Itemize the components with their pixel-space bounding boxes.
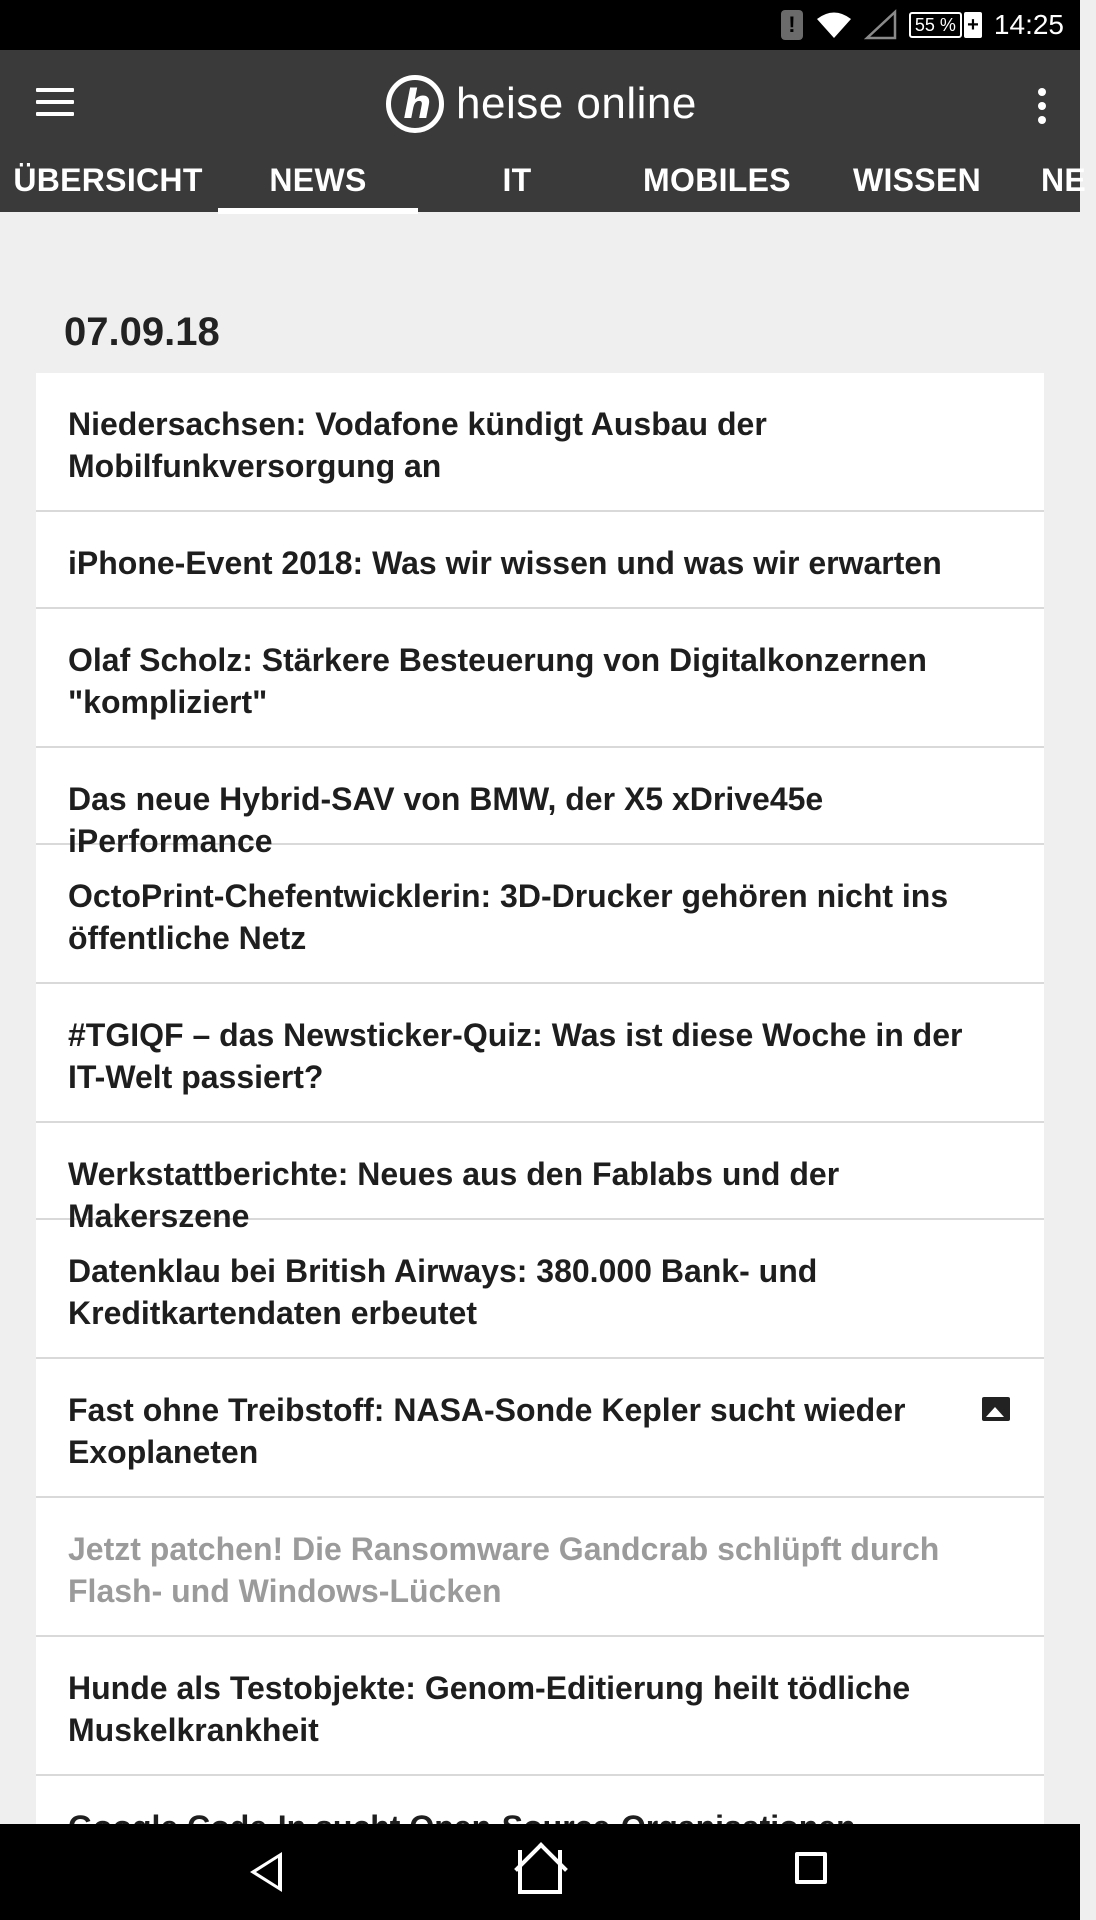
list-item[interactable] [36,1359,1044,1498]
heise-logo-icon [386,75,444,133]
home-icon[interactable] [518,1850,562,1894]
clock: 14:25 [993,9,1064,40]
back-icon[interactable] [250,1852,282,1892]
list-item[interactable] [36,1123,1044,1234]
tab-news[interactable]: NEWS [218,158,418,214]
signal-icon [865,10,897,40]
status-bar [0,0,1080,50]
article-title: Das neue Hybrid-SAV von BMW, der X5 xDrive45e iPerformance [68,781,824,859]
list-item[interactable] [36,1220,1044,1359]
tab-wissen[interactable]: WISSEN [852,162,982,198]
list-item[interactable] [36,609,1044,748]
wifi-icon [815,10,853,40]
list-item[interactable] [36,1498,1044,1637]
list-item[interactable] [36,1637,1044,1776]
logo-text: heise online [456,79,697,128]
tab-next-partial[interactable]: NE [1041,162,1087,198]
article-title: Hunde als Testobjekte: Genom-Editierung heilt tödliche Muskelkrankheit [68,1670,911,1748]
battery-icon [909,12,982,38]
app-logo [386,70,697,138]
tab-uebersicht[interactable]: ÜBERSICHT [13,162,203,198]
list-item[interactable] [36,845,1044,984]
charging-icon: + [964,12,982,38]
alert-icon: ! [781,10,803,40]
list-item[interactable] [36,984,1044,1123]
article-title: Olaf Scholz: Stärkere Besteuerung von Digitalkonzernen "kompliziert" [68,642,927,720]
article-list [36,373,1044,1873]
article-title: Werkstattberichte: Neues aus den Fablabs und der Makerszene [68,1156,840,1234]
article-title: Datenklau bei British Airways: 380.000 Bank- und Kreditkartendaten erbeutet [68,1253,818,1331]
app-bar [0,50,1087,212]
article-title: Niedersachsen: Vodafone kündigt Ausbau der Mobilfunkversorgung an [68,406,767,484]
system-nav-bar [0,1824,1080,1920]
overflow-menu-icon[interactable] [1038,88,1048,124]
list-item[interactable] [36,373,1044,512]
article-title: OctoPrint-Chefentwicklerin: 3D-Drucker gehören nicht ins öffentliche Netz [68,878,949,956]
article-title: iPhone-Event 2018: Was wir wissen und was wir erwarten [68,545,942,581]
menu-icon[interactable] [36,88,76,118]
date-header: 07.09.18 [64,310,220,354]
tab-bar [0,158,1087,214]
tab-it[interactable]: IT [502,162,532,198]
tab-mobiles[interactable]: MOBILES [643,162,791,198]
list-item[interactable] [36,512,1044,609]
recent-apps-icon[interactable] [795,1852,827,1884]
news-feed[interactable] [0,258,1080,1824]
image-icon [982,1397,1010,1421]
article-title: #TGIQF – das Newsticker-Quiz: Was ist diese Woche in der IT-Welt passiert? [68,1017,963,1095]
battery-level: 55 % [909,12,962,38]
article-title: Fast ohne Treibstoff: NASA-Sonde Kepler sucht wieder Exoplaneten [68,1392,906,1470]
article-title: Jetzt patchen! Die Ransomware Gandcrab schlüpft durch Flash- und Windows-Lücken [68,1531,940,1609]
list-item[interactable] [36,748,1044,859]
